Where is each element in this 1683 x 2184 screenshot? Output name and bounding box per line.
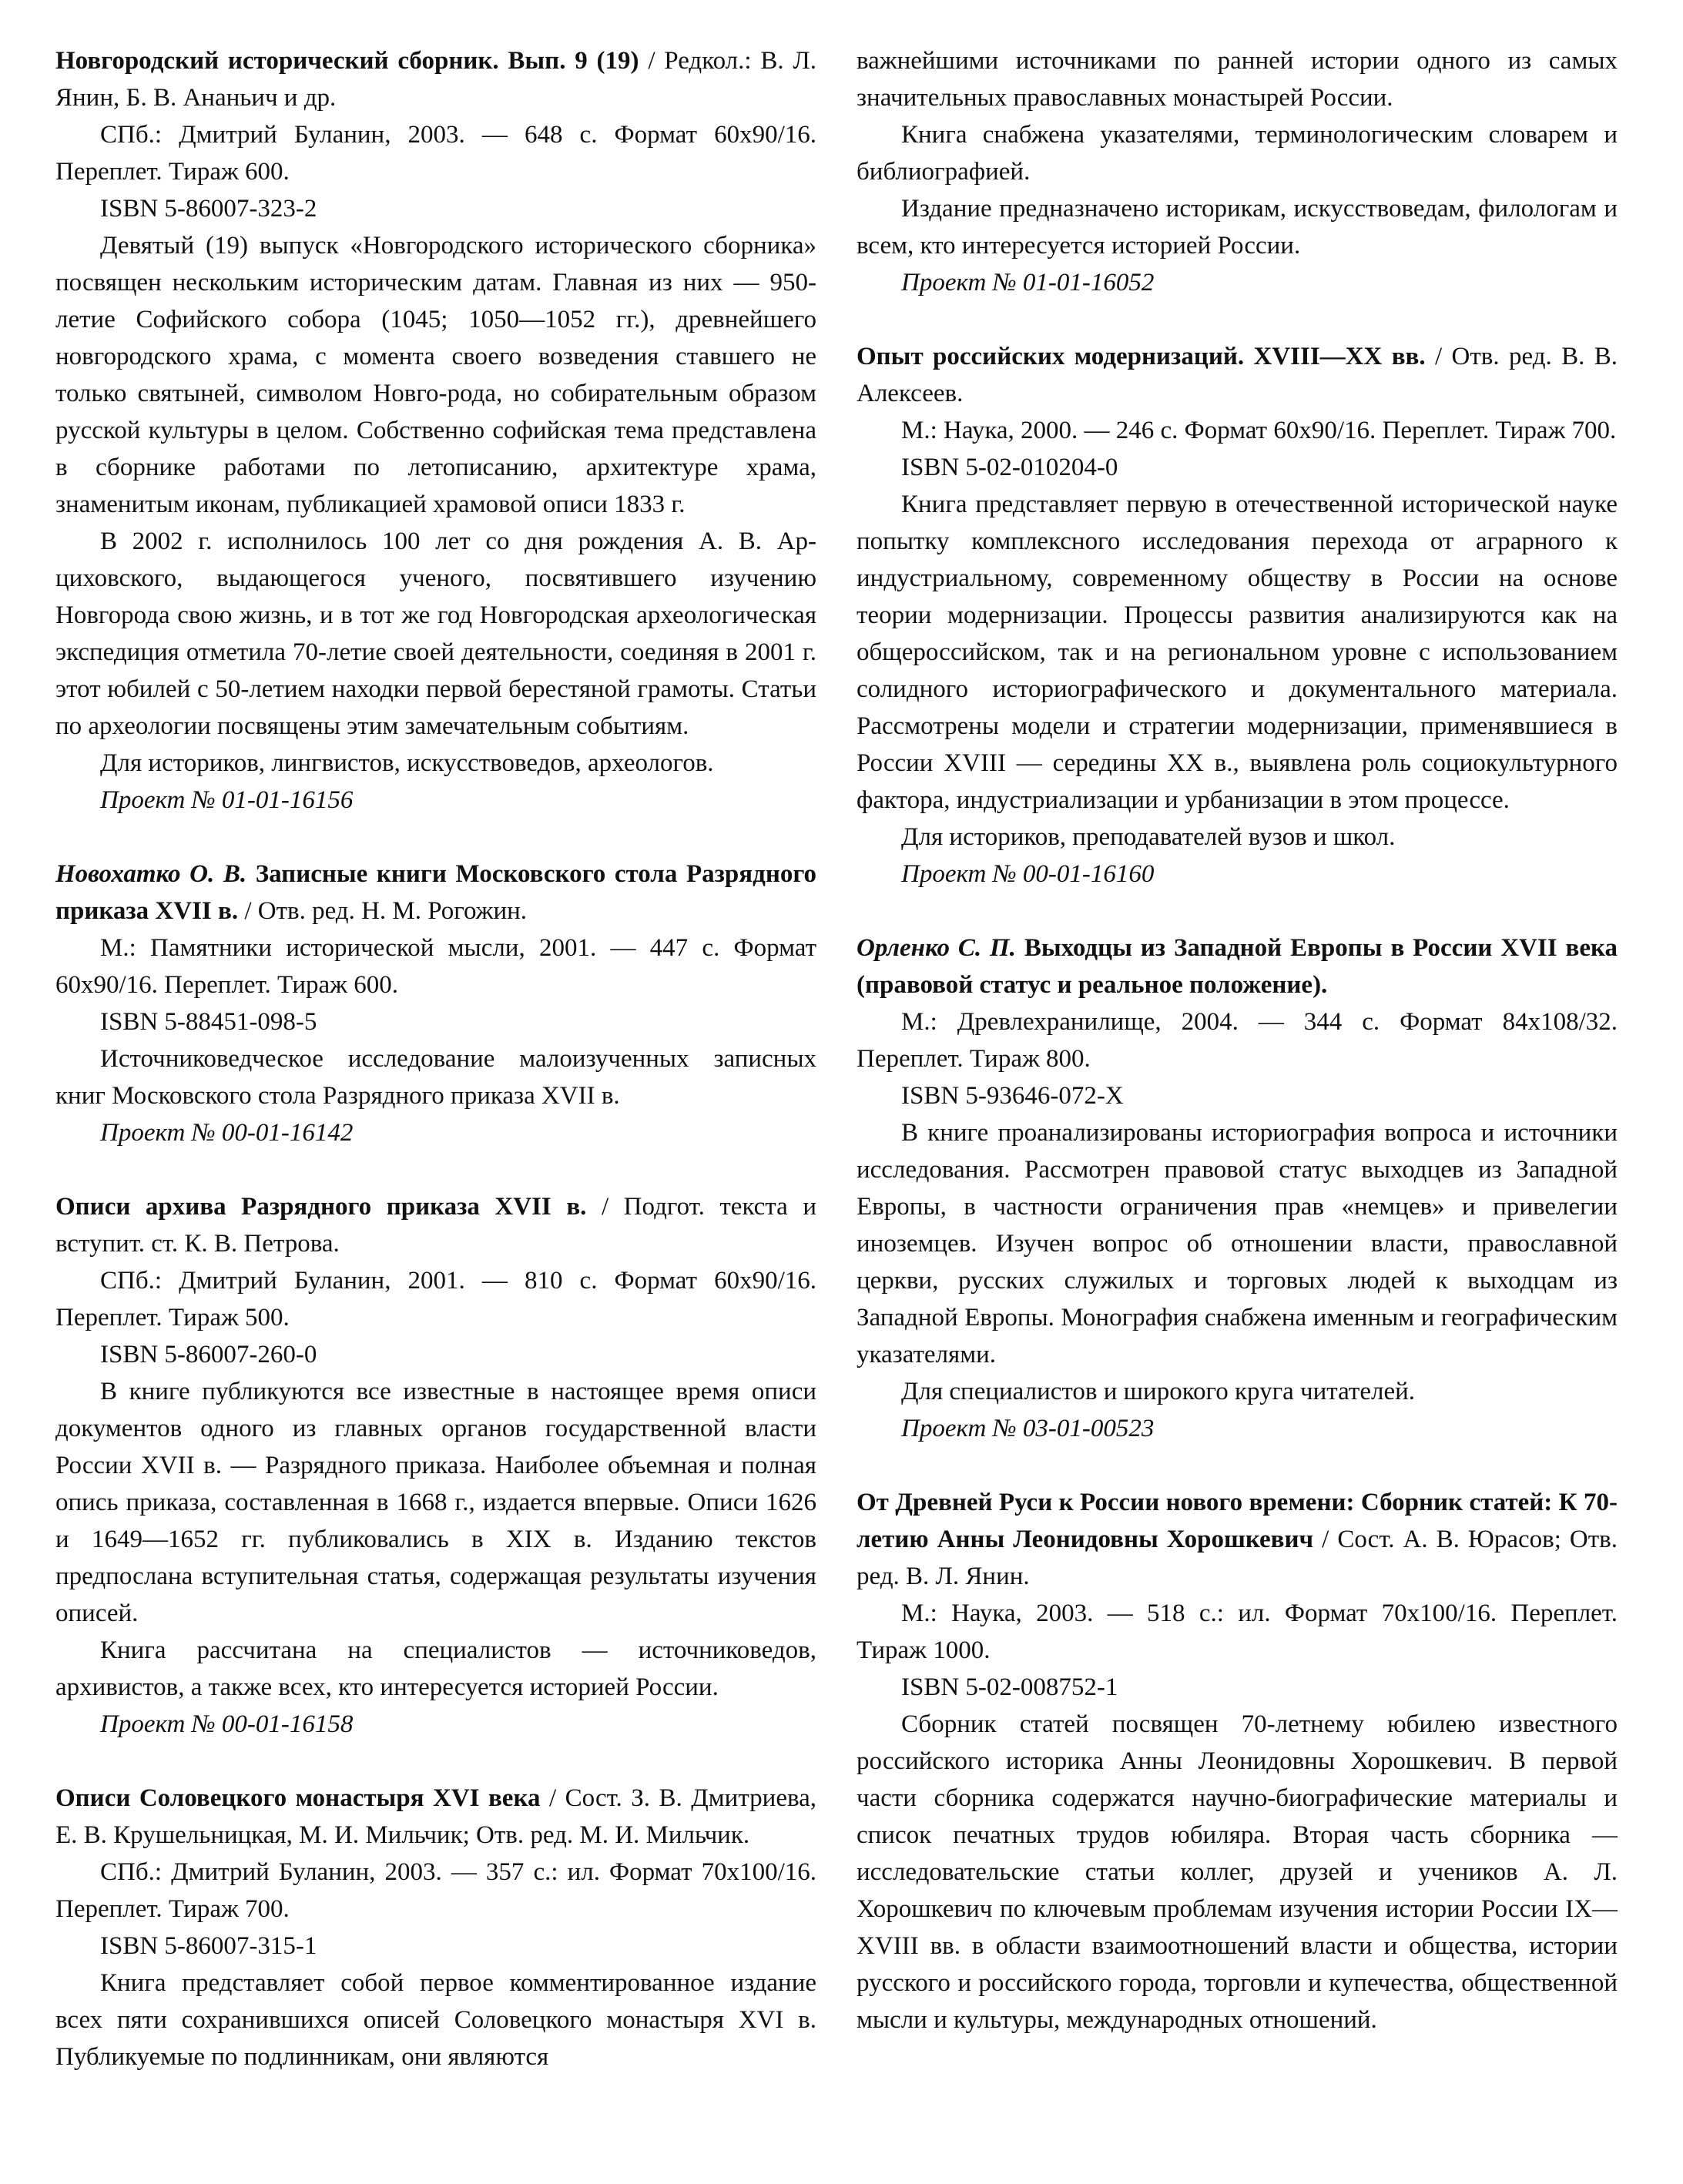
entry-heading xyxy=(55,1188,816,1262)
entry-project: Проект № 01-01-16052 xyxy=(901,269,1155,296)
entry-imprint: М.: Наука, 2000. — 246 с. Формат 60x90/16. Переплет. Тираж 700. xyxy=(901,417,1617,444)
entry-audience: Для историков, лингвистов, искусствоведов, археологов. xyxy=(100,749,714,777)
entry-description: В книге публикуются все известные в настоящее время описи документов одного из главных органов государственной власти России XVII в. — Разрядного приказа. Наиболее объемная и полная опись приказа, составленная в 1668 г., издается впервые. Описи 1626 и 1649—1652 гг. публиковались в XIX в. Изданию текстов предпослана вступительная статья, содержащая результаты изучения описей. xyxy=(55,1378,816,1627)
entry-heading xyxy=(55,856,816,930)
entry-project: Проект № 00-01-16142 xyxy=(100,1119,354,1147)
entry-isbn: ISBN 5-02-010204-0 xyxy=(901,454,1118,481)
bibliography-entry xyxy=(857,338,1618,893)
entry-title: Описи архива Разрядного приказа XVII в. xyxy=(55,1193,587,1221)
entry-isbn: ISBN 5-02-008752-1 xyxy=(901,1673,1118,1701)
bibliography-entry xyxy=(55,42,816,819)
entry-title: Новгородский исторический сборник. Вып. 9 (19) xyxy=(55,47,639,75)
bibliography-entry xyxy=(55,1780,816,2075)
entry-isbn: ISBN 5-86007-323-2 xyxy=(100,195,317,223)
entry-heading xyxy=(55,42,816,116)
entry-title: Выходцы из Западной Европы в России XVII века (правовой статус и реальное положение). xyxy=(857,934,1618,999)
bibliography-entry-continuation xyxy=(857,42,1618,301)
entry-isbn: ISBN 5-86007-260-0 xyxy=(100,1341,317,1368)
entry-description: В 2002 г. исполнилось 100 лет со дня рождения А. В. Арциховского, выдающегося ученого, посвятившего изучению Новгорода свою жизнь, и в тот же год Новгородская археологическая экспедиция отметила 70-летие своей деятельности, соединяя в 2001 г. этот юбилей с 50-летием находки первой берестяной грамоты. Статьи по археологии посвящены этим замечательным событиям. xyxy=(55,528,816,740)
entry-title: Записные книги Московского стола Разрядного приказа XVII в. xyxy=(55,860,816,925)
bibliography-entry xyxy=(55,1188,816,1743)
entry-description: Источниковедческое исследование малоизученных записных книг Московского стола Разрядного приказа XVII в. xyxy=(55,1045,816,1110)
entry-responsibility: / Редкол.: В. Л. Янин, Б. В. Ананьич и др. xyxy=(55,47,817,112)
entry-description: Девятый (19) выпуск «Новгородского исторического сборника» посвящен нескольким историческим датам. Главная из них — 950-летие Софийского собора (1045; 1050—1052 гг.), древнейшего новгородского храма, с момента своего возведения ставшего не только святыней, символом Новго-рода, но собирательным образом русской культуры в целом. Собственно софийская тема представлена в сборнике работами по летописанию, архитектуре храма, знаменитым иконам, публикацией храмовой описи 1833 г. xyxy=(55,232,816,518)
right-column xyxy=(857,42,1618,2075)
entry-audience: Для историков, преподавателей вузов и школ. xyxy=(901,823,1396,851)
entry-description: Книга представляет первую в отечественной исторической науке попытку комплексного исследования перехода от аграрного к индустриальному, современному обществу в России на основе теории модернизации. Процессы развития анализируются как на общероссийском, так и на региональном уровне с использованием солидного историографического и документального материала. Рассмотрены модели и стратегии модернизации, применявшиеся в России XVIII — середины XX в., выявлена роль социокультурного фактора, индустриализации и урбанизации в этом процессе. xyxy=(857,491,1618,814)
entry-project: Проект № 01-01-16156 xyxy=(100,786,354,814)
entry-description: важнейшими источниками по ранней истории одного из самых значительных православных монастырей России. xyxy=(857,47,1618,112)
entry-project: Проект № 00-01-16160 xyxy=(901,860,1155,888)
bibliography-entry xyxy=(857,930,1618,1447)
entry-imprint: М.: Наука, 2003. — 518 с.: ил. Формат 70x100/16. Переплет. Тираж 1000. xyxy=(857,1599,1618,1664)
entry-author: Орленко С. П. xyxy=(857,934,1016,962)
entry-author: Новохатко О. В. xyxy=(55,860,247,888)
entry-project: Проект № 00-01-16158 xyxy=(100,1710,354,1738)
bibliography-entry xyxy=(55,856,816,1151)
entry-responsibility: / Отв. ред. В. В. Алексеев. xyxy=(857,343,1618,407)
entry-responsibility: / Сост. З. В. Дмитриева, Е. В. Крушельницкая, М. И. Мильчик; Отв. ред. М. И. Мильчик. xyxy=(55,1784,817,1849)
entry-isbn: ISBN 5-88451-098-5 xyxy=(100,1008,317,1036)
entry-responsibility: / Подгот. текста и вступит. ст. К. В. Петрова. xyxy=(55,1193,816,1258)
entry-project: Проект № 03-01-00523 xyxy=(901,1415,1155,1442)
entry-description: В книге проанализированы историография вопроса и источники исследования. Рассмотрен правовой статус выходцев из Западной Европы, в частности ограничения прав «немцев» и привелегии иноземцев. Изучен вопрос об отношении власти, православной церкви, русских служилых и торговых людей к выходцам из Западной Европы. Монография снабжена именным и географическим указателями. xyxy=(857,1119,1618,1368)
entry-heading xyxy=(857,930,1618,1003)
entry-responsibility: / Отв. ред. Н. М. Рогожин. xyxy=(238,897,528,925)
entry-title: Описи Соловецкого монастыря XVI века xyxy=(55,1784,541,1812)
entry-imprint: СПб.: Дмитрий Буланин, 2003. — 357 с.: ил. Формат 70x100/16. Переплет. Тираж 700. xyxy=(55,1858,816,1923)
entry-imprint: СПб.: Дмитрий Буланин, 2001. — 810 с. Формат 60x90/16. Переплет. Тираж 500. xyxy=(55,1267,816,1332)
entry-audience: Издание предназначено историкам, искусствоведам, филологам и всем, кто интересуется историей России. xyxy=(857,195,1618,260)
entry-description: Сборник статей посвящен 70-летнему юбилею известного российского историка Анны Леонидовны Хорошкевич. В первой части сборника содержатся научно-биографические материалы и список печатных трудов юбиляра. Вторая часть сборника — исследовательские статьи коллег, друзей и учеников А. Л. Хорошкевич по ключевым проблемам изучения истории России IX—XVIII вв. в области взаимоотношений власти и общества, истории русского и российского города, торговли и купечества, общественной мысли и культуры, международных отношений. xyxy=(857,1710,1618,2034)
entry-isbn: ISBN 5-93646-072-X xyxy=(901,1082,1124,1110)
entry-heading xyxy=(857,338,1618,412)
entry-title: Опыт российских модернизаций. XVIII—XX вв. xyxy=(857,343,1426,370)
entry-audience: Для специалистов и широкого круга читателей. xyxy=(901,1378,1416,1405)
entry-heading xyxy=(857,1484,1618,1595)
entry-description: Книга представляет собой первое комментированное издание всех пяти сохранившихся описей Соловецкого монастыря XVI в. Публикуемые по подлинникам, они являются xyxy=(55,1969,816,2071)
entry-responsibility: / Сост. А. В. Юрасов; Отв. ред. В. Л. Янин. xyxy=(857,1526,1618,1590)
entry-heading xyxy=(55,1780,816,1854)
entry-imprint: М.: Памятники исторической мысли, 2001. — 447 с. Формат 60x90/16. Переплет. Тираж 600. xyxy=(55,934,816,999)
left-column xyxy=(55,42,816,2112)
entry-title: От Древней Руси к России нового времени: Сборник статей: К 70-летию Анны Леонидовны Хорошкевич xyxy=(857,1489,1618,1553)
bibliography-entry xyxy=(857,1484,1618,2038)
entry-imprint: СПб.: Дмитрий Буланин, 2003. — 648 с. Формат 60x90/16. Переплет. Тираж 600. xyxy=(55,121,816,186)
entry-audience: Книга рассчитана на специалистов — источниковедов, архивистов, а также всех, кто интересуется историей России. xyxy=(55,1636,816,1701)
entry-isbn: ISBN 5-86007-315-1 xyxy=(100,1932,317,1960)
entry-description: Книга снабжена указателями, терминологическим словарем и библиографией. xyxy=(857,121,1618,186)
entry-imprint: М.: Древлехранилище, 2004. — 344 с. Формат 84x108/32. Переплет. Тираж 800. xyxy=(857,1008,1618,1073)
